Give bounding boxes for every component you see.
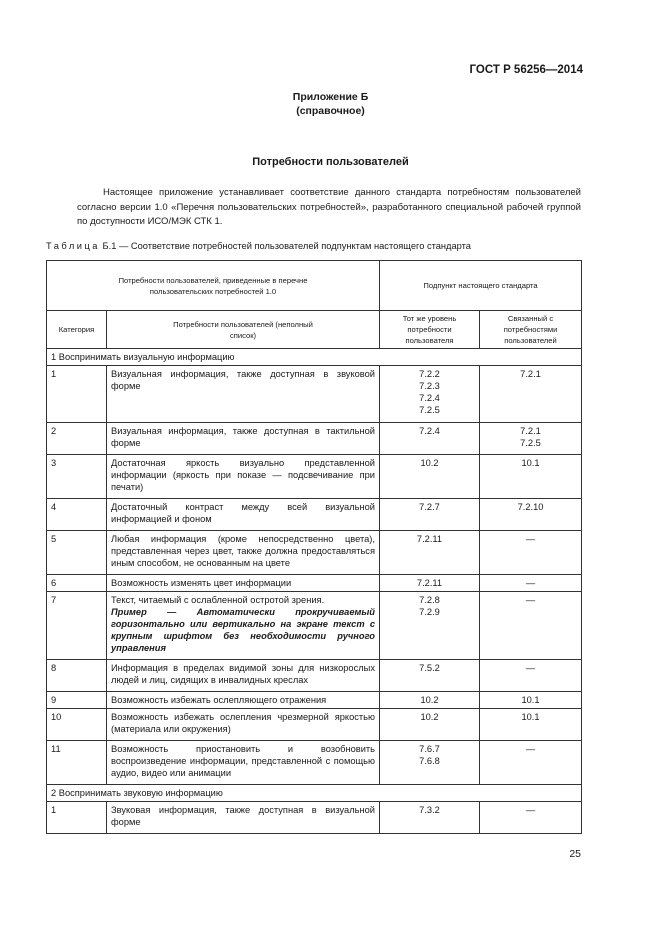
cell-need	[107, 709, 380, 741]
cell-need-text: Любая информация (кроме непосредственно цвета), представленная через цвет, также должна предоставляться иным способом, не основанным на цвете	[111, 534, 375, 568]
cell-same-level: 10.2	[380, 692, 480, 709]
cell-category: 4	[47, 499, 107, 531]
table-caption-prefix: Таблица	[46, 241, 100, 251]
cell-same-level: 7.2.11	[380, 575, 480, 592]
cell-need	[107, 531, 380, 575]
table-row	[47, 692, 582, 709]
cell-need	[107, 455, 380, 499]
cell-same-level: 10.2	[380, 455, 480, 499]
cell-related: —	[480, 660, 582, 692]
header-category: Категория	[47, 311, 107, 349]
cell-need-text: Достаточный контраст между всей визуальной информацией и фоном	[111, 502, 375, 524]
cell-related: 10.1	[480, 692, 582, 709]
table-row	[47, 575, 582, 592]
cell-category: 10	[47, 709, 107, 741]
cell-category: 5	[47, 531, 107, 575]
cell-need-text: Информация в пределах видимой зоны для низкорослых людей и лиц, сидящих в инвалидных креслах	[111, 663, 375, 685]
table-row	[47, 531, 582, 575]
cell-need	[107, 592, 380, 660]
cell-need	[107, 499, 380, 531]
cell-related: —	[480, 531, 582, 575]
cell-category: 11	[47, 741, 107, 785]
cell-related: —	[480, 802, 582, 834]
cell-need	[107, 741, 380, 785]
cell-category: 1	[47, 802, 107, 834]
cell-need-text: Возможность приостановить и возобновить воспроизведение информации, представленной с помощью аудио, видео или анимации	[111, 744, 375, 778]
cell-same-level: 10.2	[380, 709, 480, 741]
cell-need	[107, 366, 380, 423]
cell-need-text: Достаточная яркость визуально представленной информации (яркость при показе — подсвечивание при печати)	[111, 458, 375, 492]
cell-need	[107, 423, 380, 455]
cell-related: 7.2.10	[480, 499, 582, 531]
cell-need-text: Звуковая информация, также доступная в визуальной форме	[111, 805, 375, 827]
cell-need-text: Текст, читаемый с ослабленной остротой зрения.	[111, 595, 325, 605]
cell-need	[107, 802, 380, 834]
cell-category: 1	[47, 366, 107, 423]
document-header: ГОСТ Р 56256—2014	[469, 64, 583, 76]
cell-category: 8	[47, 660, 107, 692]
table-caption-text: Б.1 — Соответствие потребностей пользователей подпунктам настоящего стандарта	[102, 241, 471, 251]
cell-related: 10.1	[480, 709, 582, 741]
section-row	[47, 785, 582, 802]
page-number: 25	[569, 848, 581, 860]
cell-related: 10.1	[480, 455, 582, 499]
cell-need-text: Возможность избежать ослепляющего отражения	[111, 695, 327, 705]
section-title: Потребности пользователей	[252, 156, 409, 168]
cell-same-level: 7.2.11	[380, 531, 480, 575]
table-row	[47, 709, 582, 741]
header-subclause-group: Подпункт настоящего стандарта	[380, 261, 582, 311]
header-same-level: Тот же уровень потребности пользователя	[380, 311, 480, 349]
cell-same-level: 7.2.8 7.2.9	[380, 592, 480, 660]
table-row	[47, 741, 582, 785]
cell-related: —	[480, 575, 582, 592]
table-row	[47, 423, 582, 455]
cell-need	[107, 575, 380, 592]
cell-same-level: 7.2.2 7.2.3 7.2.4 7.2.5	[380, 366, 480, 423]
cell-need	[107, 692, 380, 709]
cell-need-text: Визуальная информация, также доступная в тактильной форме	[111, 426, 375, 448]
cell-related: —	[480, 592, 582, 660]
cell-category: 2	[47, 423, 107, 455]
cell-category: 3	[47, 455, 107, 499]
table-row	[47, 455, 582, 499]
cell-related: 7.2.1	[480, 366, 582, 423]
cell-same-level: 7.2.7	[380, 499, 480, 531]
header-needs-group: Потребности пользователей, приведенные в перечне пользовательских потребностей 1.0	[47, 261, 380, 311]
cell-need-text: Возможность избежать ослепления чрезмерной яркостью (материала или окружения)	[111, 712, 375, 734]
cell-category: 6	[47, 575, 107, 592]
cell-need-text: Визуальная информация, также доступная в звуковой форме	[111, 369, 375, 391]
header-related: Связанный с потребностями пользователей	[480, 311, 582, 349]
table-row	[47, 592, 582, 660]
cell-same-level: 7.3.2	[380, 802, 480, 834]
cell-category: 7	[47, 592, 107, 660]
table-row	[47, 499, 582, 531]
annex-title: Приложение Б	[292, 91, 369, 103]
cell-same-level: 7.5.2	[380, 660, 480, 692]
cell-same-level: 7.6.7 7.6.8	[380, 741, 480, 785]
table-row	[47, 660, 582, 692]
table-row	[47, 802, 582, 834]
cell-same-level: 7.2.4	[380, 423, 480, 455]
intro-paragraph: Настоящее приложение устанавливает соответствие данного стандарта потребностям пользователей согласно версии 1.0 «Перечня пользовательских потребностей», разработанного специальной рабочей группой по доступности ИСО/МЭК СТК 1.	[77, 187, 581, 227]
section-row-visual: 1 Воспринимать визуальную информацию	[47, 349, 582, 366]
table-row	[47, 366, 582, 423]
table-caption	[46, 241, 471, 251]
section-row-audio: 2 Воспринимать звуковую информацию	[47, 785, 582, 802]
cell-need-example: Пример — Автоматически прокручиваемый горизонтально или вертикально на экране текст с крупным шрифтом без необходимости ручного управления	[111, 607, 375, 653]
cell-related: 7.2.1 7.2.5	[480, 423, 582, 455]
cell-need	[107, 660, 380, 692]
header-needs: Потребности пользователей (неполный список)	[107, 311, 380, 349]
annex-subtitle: (справочное)	[296, 105, 365, 117]
cell-related: —	[480, 741, 582, 785]
needs-table	[46, 260, 582, 834]
cell-category: 9	[47, 692, 107, 709]
cell-need-text: Возможность изменять цвет информации	[111, 578, 292, 588]
